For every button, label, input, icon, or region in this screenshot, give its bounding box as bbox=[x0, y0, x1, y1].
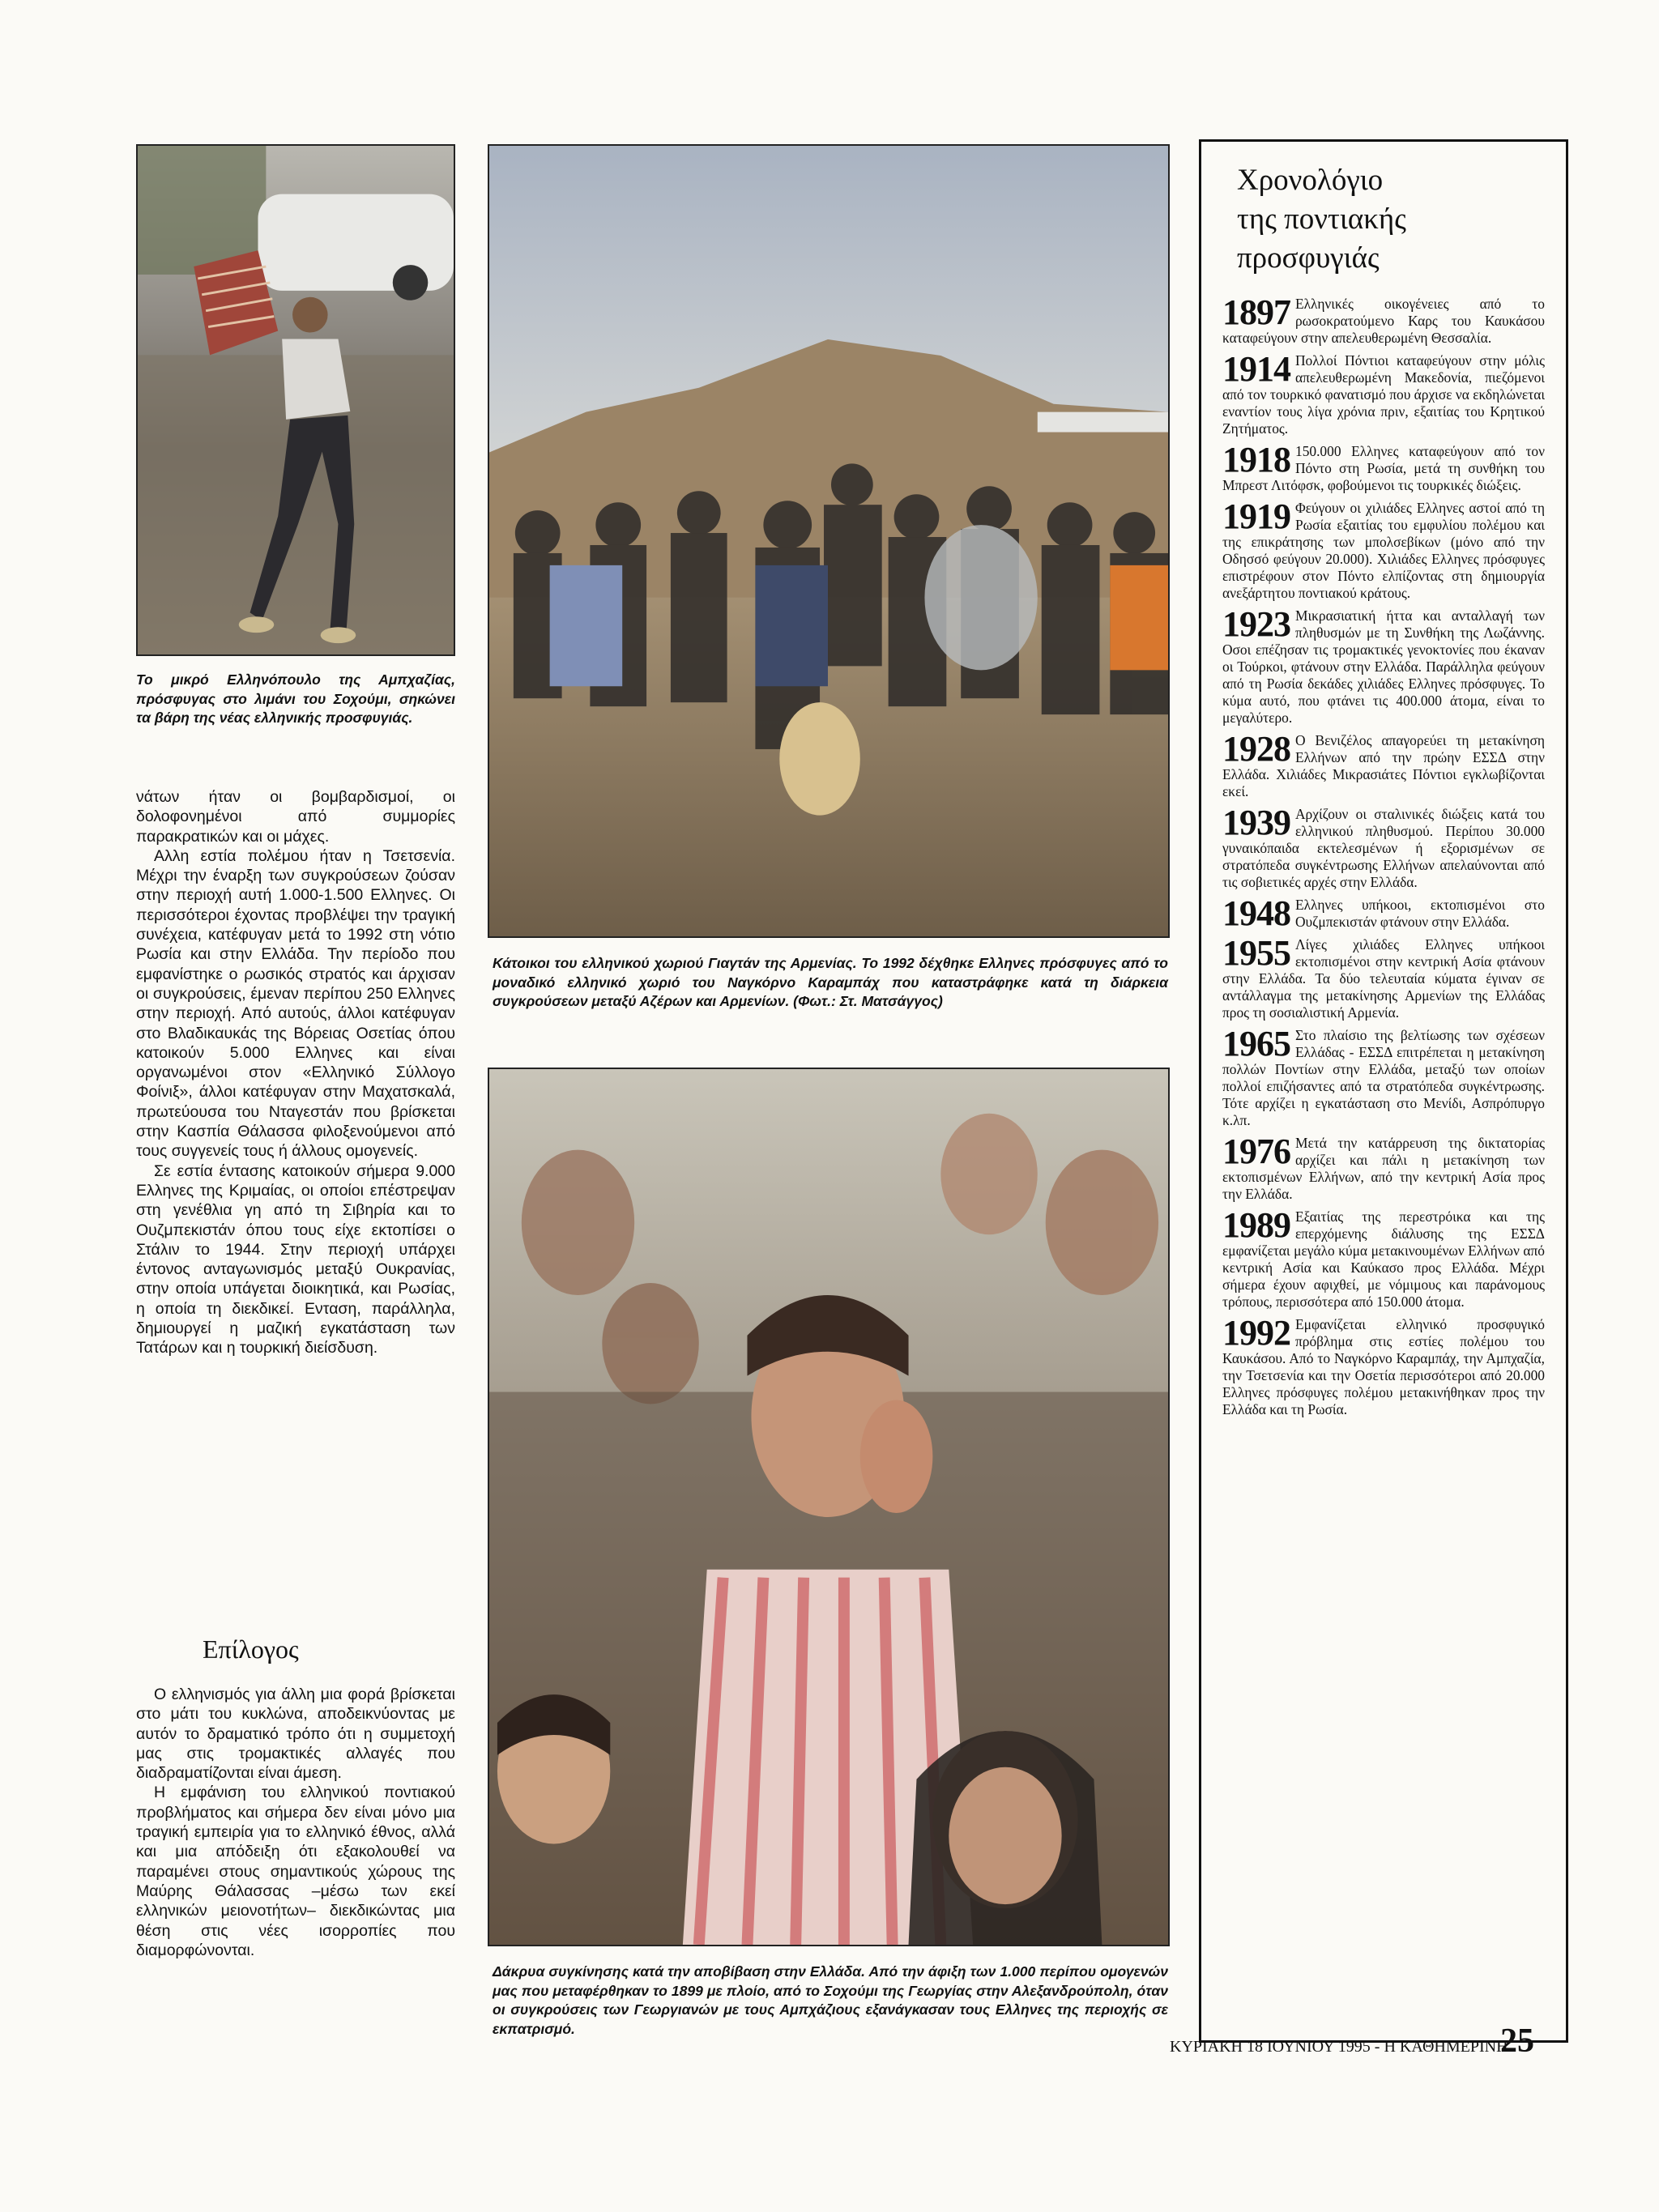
article-paragraph: Αλλη εστία πολέμου ήταν η Τσετσενία. Μέχρι την έναρξη των συγκρούσεων ζούσαν στην περιοχή αυτή 1.000-1.500 Ελληνες. Οι περισσότεροι έχοντας προβλέψει την τραγική συνέχεια, κατέφυγαν μετά το 1992 στη νότιο Ρωσία και στην Ελλάδα. Την περίοδο που εμφανίστηκε ο ρωσικός στρατός και άρχισαν οι συγκρούσεις, έμεναν περίπου 250 Ελληνες στην περιοχή. Από αυτούς, άλλοι κατέφυγαν στο Βλαδικαυκάς της Βόρειας Οσετίας όπου κατοικούν 5.000 Ελληνες και είναι οργανωμένοι στον «Ελληνικό Σύλλογο Φοίνιξ», άλλοι κατέφυγαν στην Μαχατσκαλά, πρωτεύουσα του Νταγεστάν που βρίσκεται στην Κασπία Θάλασσα φιλοξενούμενοι από τους συγγενείς τους ή άλλους ομογενείς. bbox=[136, 846, 455, 1161]
chronology-year: 1928 bbox=[1222, 729, 1290, 769]
chronology-entry bbox=[1222, 803, 1545, 891]
chronology-entries bbox=[1222, 292, 1545, 1418]
photo-yagtan-villagers bbox=[488, 144, 1170, 938]
chronology-entry bbox=[1222, 933, 1545, 1021]
chronology-entry bbox=[1222, 893, 1545, 933]
chronology-text: Εμφανίζεται ελληνικό προσφυγικό πρόβλημα στις εστίες πολέμου του Καυκάσου. Από το Ναγκόρνο Καραμπάχ, την Αμπχαζία, την Τσετσενία και την Οσετία περισσότεροι από 20.000 Ελληνες πρόσφυγες πολέμου μετακινήθηκαν προς την Ελλάδα και τη Ρωσία. bbox=[1222, 1316, 1545, 1417]
article-body bbox=[136, 787, 455, 1358]
chronology-text: 150.000 Ελληνες καταφεύγουν από τον Πόντο στη Ρωσία, μετά τη συνθήκη του Μπρεστ Λιτόφσκ, φοβούμενοι τις τουρκικές διώξεις. bbox=[1222, 443, 1545, 493]
article-paragraph: νάτων ήταν οι βομβαρδισμοί, οι δολοφονημένοι από συμμορίες παρακρατικών και οι μάχες. bbox=[136, 788, 455, 846]
chronology-year: 1948 bbox=[1222, 893, 1290, 933]
article-paragraph: Σε εστία έντασης κατοικούν σήμερα 9.000 Ελληνες της Κριμαίας, οι οποίοι επέστρεψαν στη γενέθλια γη από τη Σιβηρία και το Ουζμπεκιστάν όπου τους είχε εκτοπίσει ο Στάλιν το 1944. Στην περιοχή υπάρχει έντονος ανταγωνισμός μεταξύ Ουκρανίας, στην οποία υπάγεται διοικητικά, και Ρωσίας, η οποία τη διεκδικεί. Ενταση, παράλληλα, δημιουργεί η μαζική εγκατάσταση των Τατάρων και η τουρκική διείσδυση. bbox=[136, 1161, 455, 1357]
chronology-year: 1897 bbox=[1222, 292, 1290, 332]
chronology-text: Στο πλαίσιο της βελτίωσης των σχέσεων Ελλάδας - ΕΣΣΔ επιτρέπεται η μετακίνηση πολλών Ποντίων στην Ελλάδα, μεταξύ των οποίων πολλοί επιζήσαντες από τα στρατόπεδα συγκέντρωσης. Τότε αρχίζει η εγκατάσταση στο Μενίδι, Ασπρόπυργο κ.λπ. bbox=[1222, 1027, 1545, 1128]
chronology-entry bbox=[1222, 1132, 1545, 1203]
chronology-box bbox=[1199, 139, 1568, 2043]
chronology-year: 1955 bbox=[1222, 933, 1290, 973]
chronology-entry bbox=[1222, 349, 1545, 437]
caption-crowd-photo: Δάκρυα συγκίνησης κατά την αποβίβαση στην Ελλάδα. Από την άφιξη των 1.000 περίπου ομογενών μας που μεταφέρθηκαν το 1899 με πλοίο, από το Σοχούμι της Γεωργίας στην Αλεξανδρούπολη, όταν οι συγκρούσεις των Γεωργιανών με τους Αμπχάζιους εξανάγκασαν τους Ελληνες της περιοχής σε εκπατρισμό. bbox=[493, 1963, 1168, 2037]
chronology-year: 1965 bbox=[1222, 1024, 1290, 1063]
chronology-year: 1914 bbox=[1222, 349, 1290, 389]
footer-dateline: ΚΥΡΙΑΚΗ 18 ΙΟΥΝΙΟΥ 1995 - Η ΚΑΘΗΜΕΡΙΝΗ bbox=[1170, 2038, 1508, 2056]
epilogue-body bbox=[136, 1685, 455, 1960]
chronology-year: 1939 bbox=[1222, 803, 1290, 842]
chronology-year: 1989 bbox=[1222, 1205, 1290, 1245]
epilogue-paragraph: Ο ελληνισμός για άλλη μια φορά βρίσκεται στο μάτι του κυκλώνα, αποδεικνύοντας με αυτόν το δραματικό τρόπο ότι η συμμετοχή μας στις τρομακτικές αλλαγές που διαδραματίζονται είναι άμεση. bbox=[136, 1686, 455, 1783]
caption-village-photo: Κάτοικοι του ελληνικού χωριού Γιαγτάν της Αρμενίας. Το 1992 δέχθηκε Ελληνες πρόσφυγες από το μοναδικό ελληνικό χωριό του Ναγκόρνο Καραμπάχ που καταστράφηκε κατά τη διάρκεια συγκρούσεων μεταξύ Αζέρων και Αρμενίων. (Φωτ.: Στ. Ματσάγγος) bbox=[493, 955, 1168, 1009]
chronology-text: Μετά την κατάρρευση της δικτατορίας αρχίζει και πάλι η μετακίνηση των εκτοπισμένων Ελλήνων, από την κεντρική Ασία προς την Ελλάδα. bbox=[1222, 1135, 1545, 1202]
chronology-text: Αρχίζουν οι σταλινικές διώξεις κατά του ελληνικού πληθυσμού. Περίπου 30.000 γυναικόπαιδα εκτελεσμένων ή εξορισμένων σε στρατόπεδα συγκέντρωσης Ελλήνων απελαύνονται από τις σοβιετικές αρχές στην Ελλάδα. bbox=[1222, 806, 1545, 890]
chronology-text: Ελληνικές οικογένειες από το ρωσοκρατούμενο Καρς του Καυκάσου καταφεύγουν στην απελευθερωμένη Θεσσαλία. bbox=[1222, 296, 1545, 346]
chronology-year: 1923 bbox=[1222, 604, 1290, 644]
chronology-entry bbox=[1222, 440, 1545, 494]
photo-refugees-arriving bbox=[488, 1068, 1170, 1946]
chronology-entry bbox=[1222, 1024, 1545, 1129]
page-number: 25 bbox=[1500, 2022, 1534, 2060]
chronology-text: Πολλοί Πόντιοι καταφεύγουν στην μόλις απελευθερωμένη Μακεδονία, πιεζόμενοι από τον τουρκικό φανατισμό που άρχισε να εκδηλώνεται εναντίον τους λίγα χρόνια πριν, εξαιτίας του Κρητικού Ζητήματος. bbox=[1222, 352, 1545, 437]
chronology-year: 1919 bbox=[1222, 497, 1290, 536]
chronology-text: Λίγες χιλιάδες Ελληνες υπήκοοι εκτοπισμένοι στην κεντρική Ασία φτάνουν στην Ελλάδα. Τα δύο τελευταία κύματα έγιναν σε αντάλλαγμα της μετακίνησης Αρμενίων της Ελλάδας προς τη σοσιαλιστική Αρμενία. bbox=[1222, 936, 1545, 1021]
epilogue-heading: Επίλογος bbox=[203, 1634, 299, 1664]
photo-boy-carrying-sack bbox=[136, 144, 455, 656]
chronology-entry bbox=[1222, 292, 1545, 347]
chronology-text: Ελληνες υπήκοοι, εκτοπισμένοι στο Ουζμπεκιστάν φτάνουν στην Ελλάδα. bbox=[1295, 897, 1545, 930]
chronology-entry bbox=[1222, 1205, 1545, 1311]
chronology-entry bbox=[1222, 1313, 1545, 1418]
chronology-title: Χρονολόγιο bbox=[1237, 164, 1384, 197]
chronology-subtitle: της ποντιακής προσφυγιάς bbox=[1237, 202, 1406, 275]
chronology-entry bbox=[1222, 604, 1545, 727]
chronology-text: Εξαιτίας της περεστρόικα και της επερχόμενης διάλυσης της ΕΣΣΔ εμφανίζεται μεγάλο κύμα μετακινουμένων Ελλήνων από κεντρική Ασία και Καύκασο προς Ελλάδα. Μέχρι σήμερα έχουν αφιχθεί, με νόμιμους και παράνομους τρόπους, περισσότερα από 150.000 άτομα. bbox=[1222, 1208, 1545, 1310]
caption-boy-photo: Το μικρό Ελληνόπουλο της Αμπχαζίας, πρόσφυγας στο λιμάνι του Σοχούμι, σηκώνει τα βάρη της νέας ελληνικής προσφυγιάς. bbox=[136, 671, 455, 726]
chronology-year: 1918 bbox=[1222, 440, 1290, 479]
chronology-entry bbox=[1222, 497, 1545, 602]
chronology-text: Μικρασιατική ήττα και ανταλλαγή των πληθυσμών με τη Συνθήκη της Λωζάννης. Οσοι επέζησαν τις τρομακτικές γενοκτονίες που έκαναν οι Τούρκοι, φτάνουν στην Ελλάδα. Παράλληλα φεύγουν από τη Ρωσία δεκάδες χιλιάδες Ελληνες πρόσφυγες. Το κύμα αυτό, που φτάνει τις 400.000 άτομα, είναι το μεγαλύτερο. bbox=[1222, 607, 1545, 726]
chronology-text: Ο Βενιζέλος απαγορεύει τη μετακίνηση Ελλήνων από την πρώην ΕΣΣΔ στην Ελλάδα. Χιλιάδες Μικρασιάτες Πόντιοι εγκλωβίζονται εκεί. bbox=[1222, 732, 1545, 799]
epilogue-paragraph: Η εμφάνιση του ελληνικού ποντιακού προβλήματος και σήμερα δεν είναι μόνο μια τραγική εμπειρία για το ελληνικό έθνος, αλλά και μια απόδειξη ότι εξακολουθεί να παραμένει στους σημαντικούς χώρους της Μαύρης Θάλασσας –μέσω των εκεί ελληνικών μειονοτήτων– διεκδικώντας μια θέση στις νέες ισορροπίες που διαμορφώνονται. bbox=[136, 1784, 455, 1959]
chronology-year: 1992 bbox=[1222, 1313, 1290, 1353]
chronology-year: 1976 bbox=[1222, 1132, 1290, 1171]
chronology-text: Φεύγουν οι χιλιάδες Ελληνες αστοί από τη Ρωσία εξαιτίας του εμφυλίου πολέμου και της επικράτησης των μπολσεβίκων (μόνο από την Οδησσό φεύγουν 20.000). Χιλιάδες Ελληνες πρόσφυγες επιστρέφουν στον Πόντο ελπίζοντας στη δημιουργία ανεξάρτητου ποντιακού κράτους. bbox=[1222, 500, 1545, 601]
chronology-entry bbox=[1222, 729, 1545, 800]
